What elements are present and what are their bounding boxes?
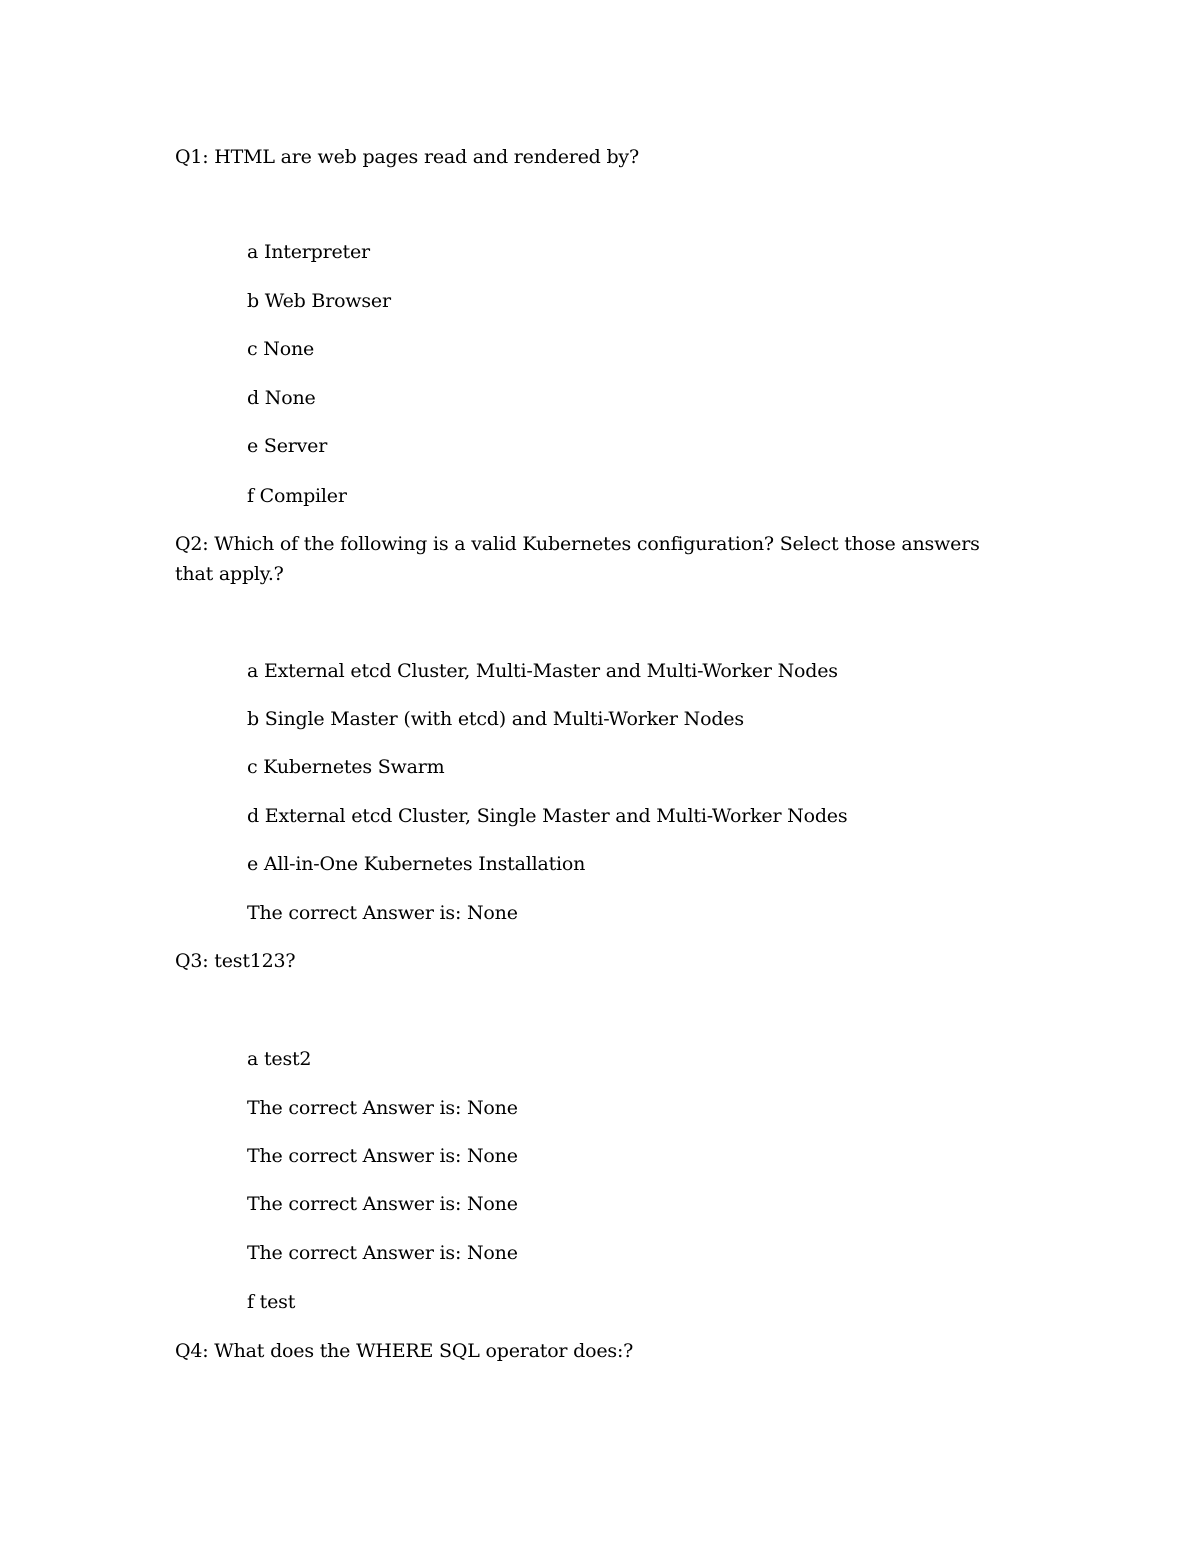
q1-option-f: f Compiler	[247, 485, 347, 507]
q3-correct-answer-4: The correct Answer is: None	[247, 1242, 518, 1264]
q2-option-d: d External etcd Cluster, Single Master and Multi-Worker Nodes	[247, 805, 848, 827]
q2-correct-answer: The correct Answer is: None	[247, 902, 518, 924]
q2-option-c: c Kubernetes Swarm	[247, 756, 445, 778]
q1-option-d: d None	[247, 387, 316, 409]
q3-correct-answer-1: The correct Answer is: None	[247, 1097, 518, 1119]
q1-option-a: a Interpreter	[247, 241, 370, 263]
q1-option-b: b Web Browser	[247, 290, 391, 312]
q2-option-b: b Single Master (with etcd) and Multi-Worker Nodes	[247, 708, 744, 730]
q3-option-a: a test2	[247, 1048, 312, 1070]
q1-option-c: c None	[247, 338, 315, 360]
q2-option-a: a External etcd Cluster, Multi-Master and Multi-Worker Nodes	[247, 660, 838, 682]
q3-option-f: f test	[247, 1291, 296, 1313]
question-1: Q1: HTML are web pages read and rendered by?	[175, 146, 639, 168]
q3-correct-answer-3: The correct Answer is: None	[247, 1193, 518, 1215]
q3-correct-answer-2: The correct Answer is: None	[247, 1145, 518, 1167]
q1-option-e: e Server	[247, 435, 328, 457]
question-3: Q3: test123?	[175, 950, 296, 972]
question-4: Q4: What does the WHERE SQL operator does:?	[175, 1340, 634, 1362]
question-2: Q2: Which of the following is a valid Kubernetes configuration? Select those answers that apply.?	[175, 533, 980, 585]
q2-option-e: e All-in-One Kubernetes Installation	[247, 853, 586, 875]
